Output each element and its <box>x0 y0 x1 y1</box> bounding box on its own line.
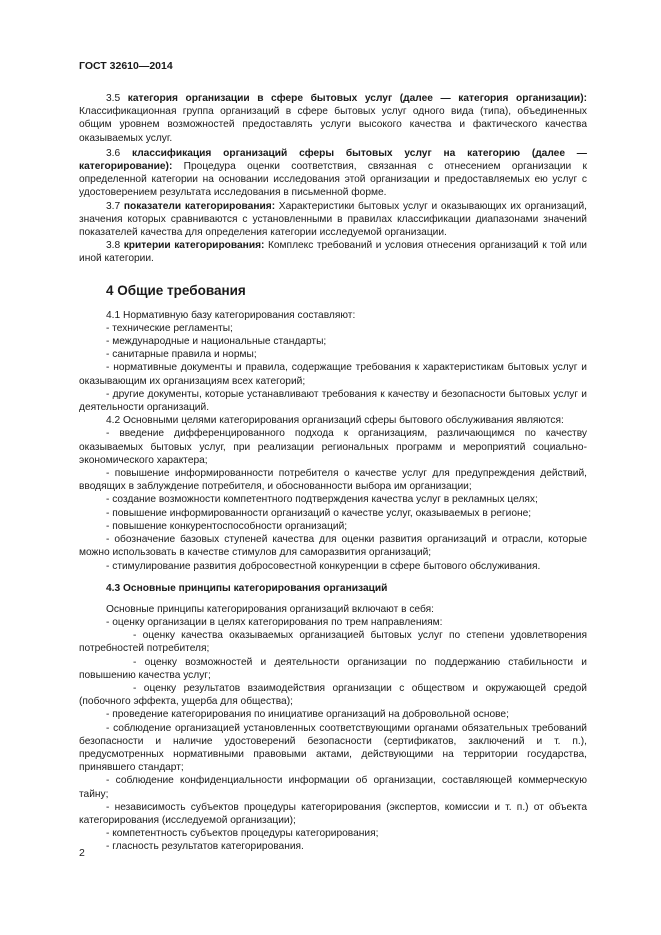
clause-4-2: 4.2 Основными целями категорирования организаций сферы бытового обслуживания являются: <box>106 415 564 427</box>
page-body <box>79 92 587 854</box>
definition-3-8: 3.8 критерии категорирования: Комплекс требований и условия отнесения организаций к той или иной категории. <box>79 240 587 265</box>
sub-list-item: - оценку возможностей и деятельности организации по поддержанию стабильности и повышению качества услуг; <box>79 656 587 681</box>
list-item: - проведение категорирования по инициативе организаций на добровольной основе; <box>106 709 509 721</box>
term: критерии категорирования: <box>123 240 265 252</box>
term: категория организации в сфере бытовых услуг (далее — категория организации): <box>127 93 587 104</box>
section-title: 4 Общие требования <box>106 282 246 298</box>
list-item: - международные и национальные стандарты; <box>106 336 327 348</box>
definition-3-5: 3.5 категория организации в сфере бытовых услуг (далее — категория организации): Классификационная группа организаций в сфере бытовых услуг одного вида (типа), объединенных общим уровнем возможностей предоставлять услуги высокого качества и фактического качества оказываемых услуг. <box>79 93 587 144</box>
page-number: 2 <box>79 847 85 859</box>
list-item: - стимулирование развития добросовестной конкуренции в сфере бытового обслуживания. <box>106 560 541 572</box>
list-item: - соблюдение организацией установленных соответствующими органами обязательных требований безопасности и наличие удостоверений безопасности (сертификатов, заключений и т. п.), предусмотренных нормативными правовыми актами, действующими на территории государства, принявшего стандарт; <box>79 722 587 774</box>
list-item: - обозначение базовых ступеней качества для оценки развития организаций и отрасли, которые можно использовать в качестве стимулов для саморазвития организаций; <box>79 534 587 559</box>
list-item: - другие документы, которые устанавливают требования к качеству и безопасности бытовых услуг и деятельности организаций. <box>79 388 587 414</box>
list-item: - повышение конкурентоспособности организаций; <box>106 520 348 532</box>
list-item: - нормативные документы и правила, содержащие требования к характеристикам бытовых услуг и оказывающим их организациям всех категорий; <box>79 362 587 387</box>
clause-4-1: 4.1 Нормативную базу категорирования составляют: <box>106 309 356 321</box>
list-item: - повышение информированности потребителя о качестве услуг для предупреждения действий, вводящих в заблуждение потребителя, и обоснованности выбора им организации; <box>79 468 587 493</box>
list-item: - создание возможности компетентного подтверждения качества услуг в рекламных целях; <box>106 494 538 506</box>
list-item: - гласность результатов категорирования. <box>106 841 304 853</box>
clause-4-3-intro: Основные принципы категорирования организаций включают в себя: <box>106 603 434 615</box>
sub-list-item: - оценку результатов взаимодействия организации с обществом и окружающей средой (побочного эффекта, ущерба для общества); <box>79 682 587 708</box>
document-header: ГОСТ 32610—2014 <box>79 60 173 72</box>
sub-list-item: - оценку качества оказываемых организацией бытовых услуг по степени удовлетворения потребностей потребителя; <box>79 630 587 655</box>
list-item: - независимость субъектов процедуры категорирования (экспертов, комиссии и т. п.) от объекта категорирования (исследуемой организации); <box>79 801 587 826</box>
list-item: - оценку организации в целях категорирования по трем направлениям: <box>106 616 443 628</box>
list-item: - введение дифференцированного подхода к организациям, различающимся по качеству оказываемых бытовых услуг, при реализации региональных программ и мероприятий социально-экономического характера; <box>79 428 587 466</box>
term: показатели категорирования: <box>123 200 276 212</box>
subsection-title: 4.3 Основные принципы категорирования организаций <box>106 582 388 594</box>
term: классификация организаций сферы бытовых услуг на категорию (далее — категорирование): <box>79 147 587 173</box>
list-item: - технические регламенты; <box>106 322 233 334</box>
definition-3-7: 3.7 показатели категорирования: Характеристики бытовых услуг и оказывающих их организаций, значения которых сравниваются с установленными в правилах классификации диапазонами значений показателей качества для определения категории исследуемой организации. <box>79 200 587 239</box>
list-item: - компетентность субъектов процедуры категорирования; <box>106 828 379 840</box>
list-item: - санитарные правила и нормы; <box>106 349 257 361</box>
list-item: - повышение информированности организаций о качестве услуг, оказываемых в регионе; <box>106 507 532 519</box>
list-item: - соблюдение конфиденциальности информации об организации, составляющей коммерческую тайну; <box>79 775 587 800</box>
definition-3-6: 3.6 классификация организаций сферы бытовых услуг на категорию (далее — категорирование): Процедура оценки соответствия, связанная с отнесением организации к определенной категории на основании исследования этой организации и предоставляемых ею услуг с удостоверением результата исследования в письменной форме. <box>79 147 587 199</box>
